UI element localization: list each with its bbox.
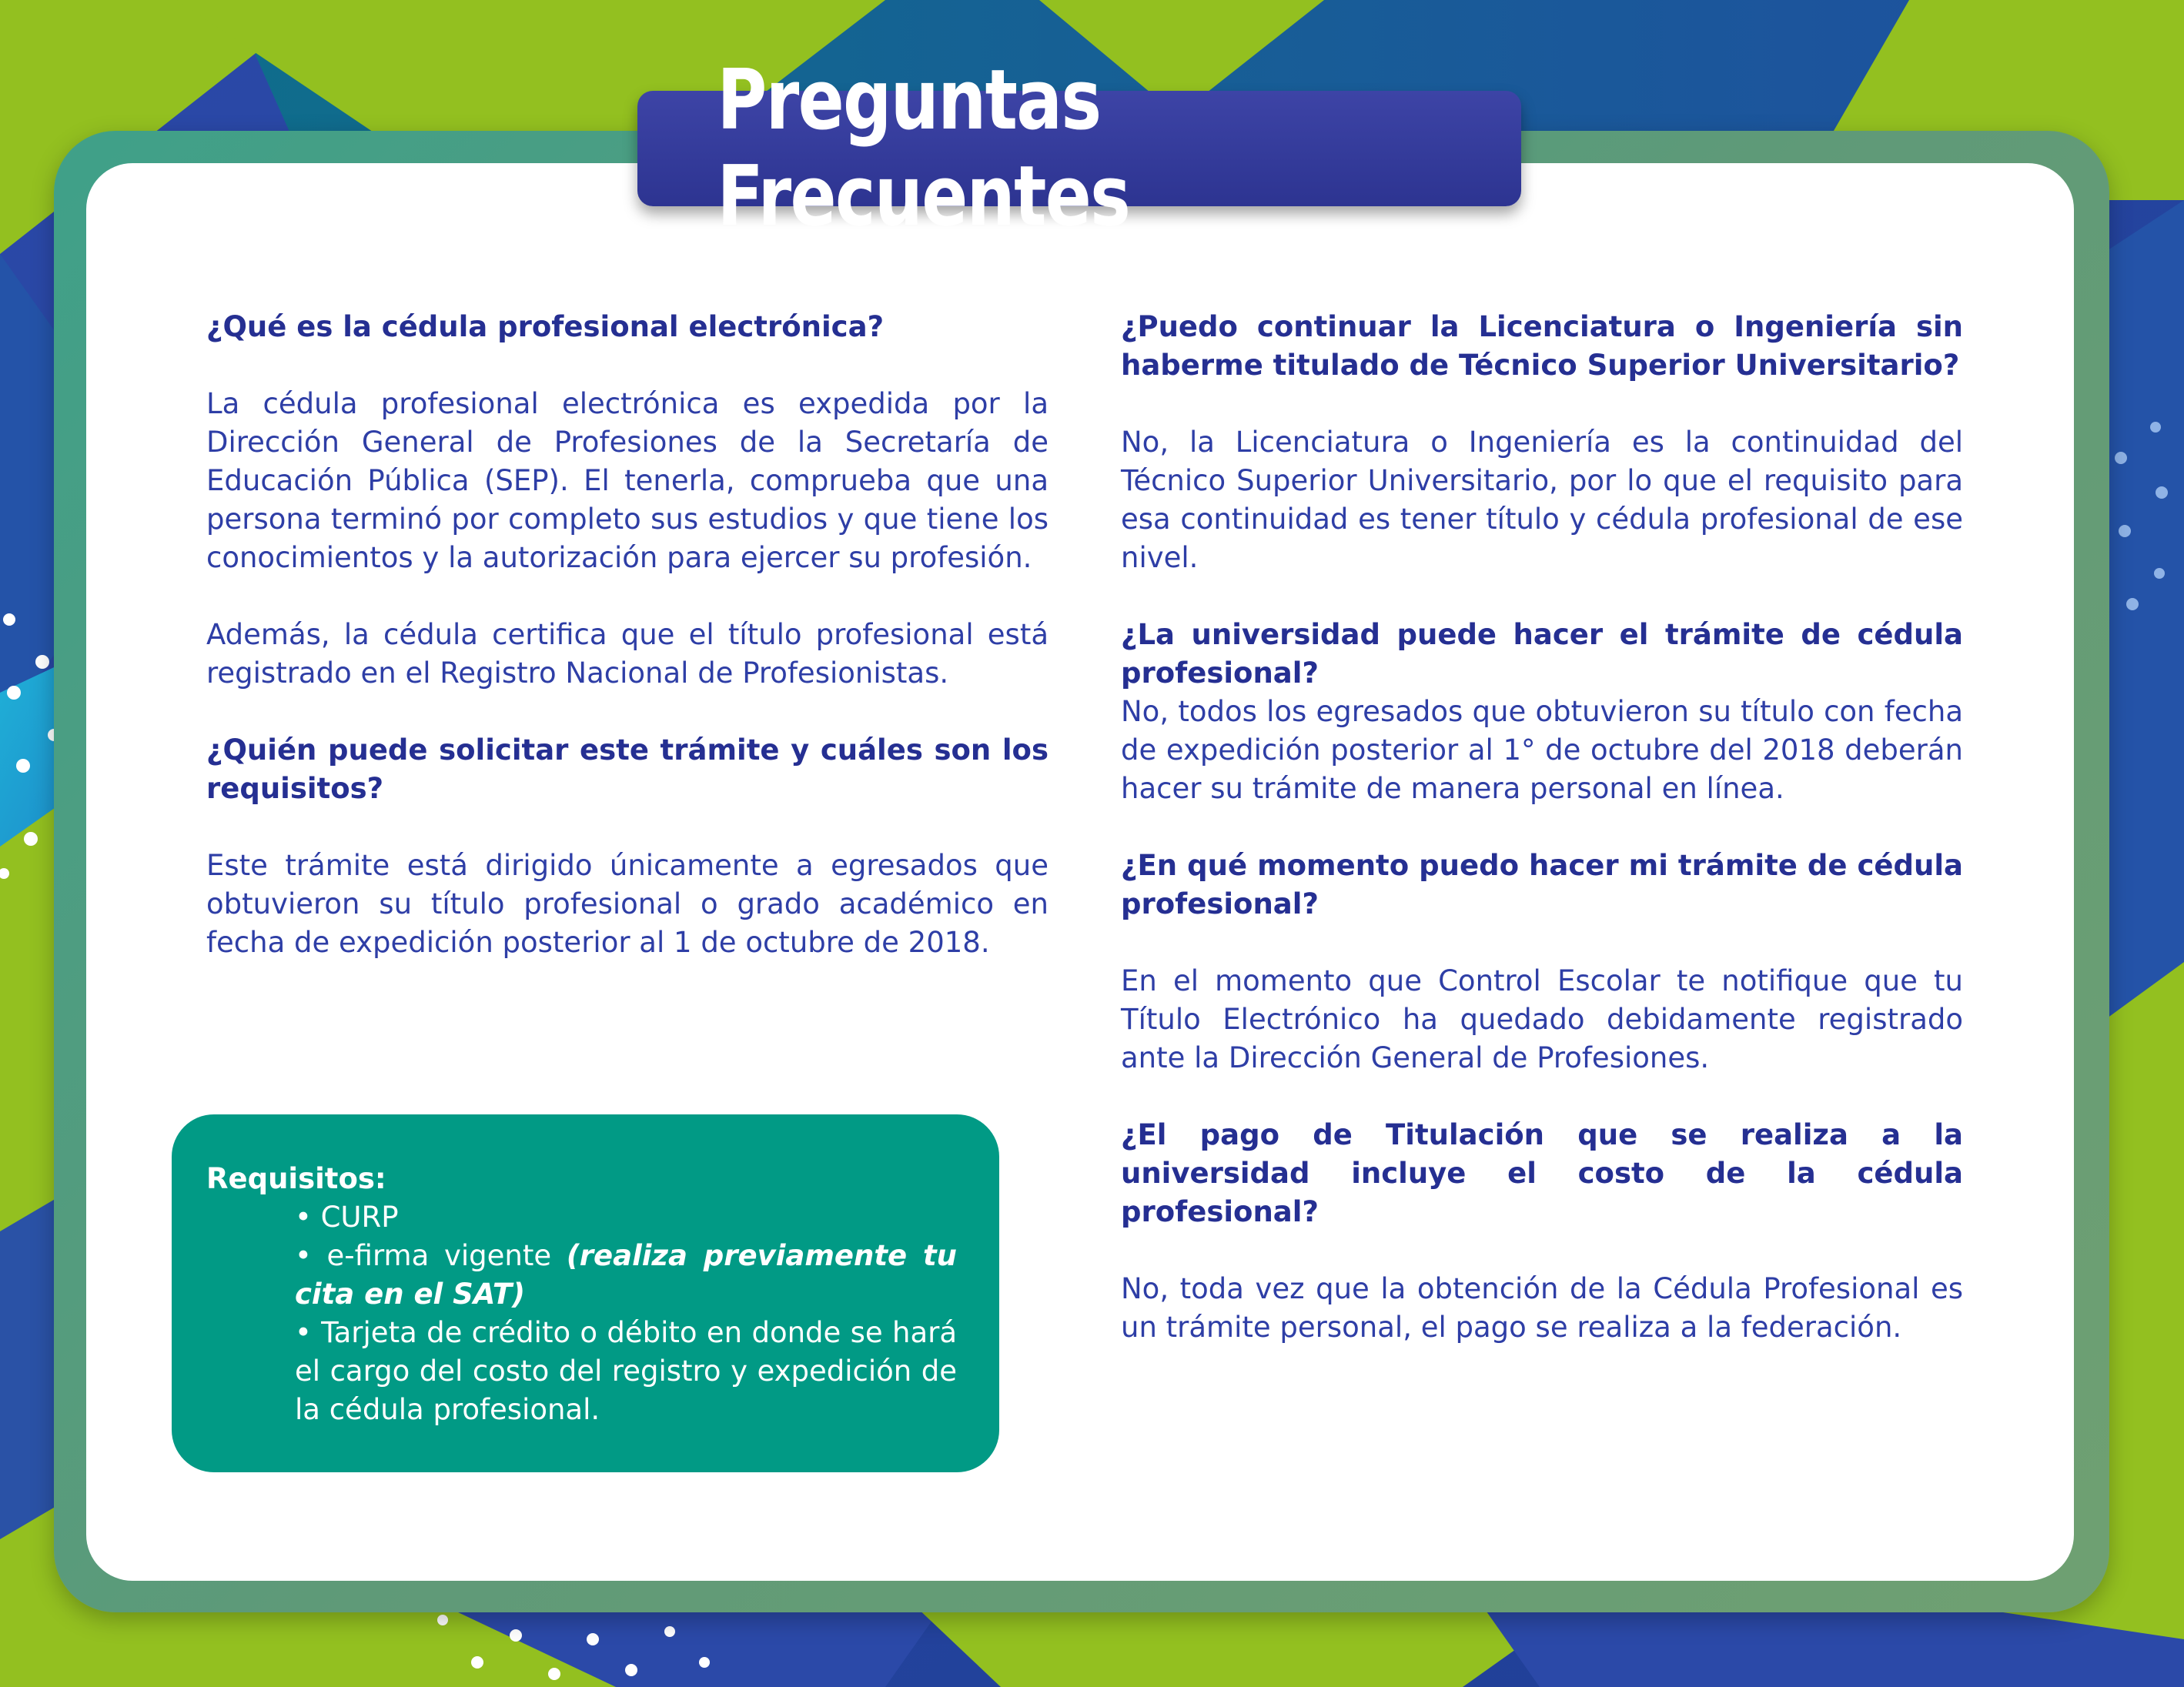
faq-question: ¿En qué momento puedo hacer mi trámite de cédula profesional? bbox=[1121, 849, 1963, 920]
faq-question: ¿Puedo continuar la Licenciatura o Ingeniería sin haberme titulado de Técnico Superior Universitario? bbox=[1121, 310, 1963, 382]
faq-question: ¿Quién puede solicitar este trámite y cuáles son los requisitos? bbox=[206, 733, 1049, 805]
faq-answer: En el momento que Control Escolar te notifique que tu Título Electrónico ha quedado debidamente registrado ante la Dirección General de Profesiones. bbox=[1121, 964, 1963, 1074]
page-title: Preguntas Frecuentes bbox=[717, 52, 1130, 245]
faq-answer: Este trámite está dirigido únicamente a egresados que obtuvieron su título profesional o grado académico en fecha de expedición posterior al 1 de octubre de 2018. bbox=[206, 849, 1049, 959]
faq-answer: No, toda vez que la obtención de la Cédula Profesional es un trámite personal, el pago se realiza a la federación. bbox=[1121, 1272, 1963, 1344]
requirement-item-emphasis: (realiza previamente tu cita en el SAT) bbox=[295, 1239, 958, 1311]
faq-left-column bbox=[206, 308, 1049, 962]
faq-answer: No, la Licenciatura o Ingeniería es la continuidad del Técnico Superior Universitario, por lo que el requisito para esa continuidad es tener título y cédula profesional de ese nivel. bbox=[1121, 426, 1963, 574]
requirements-list bbox=[206, 1198, 957, 1429]
requirements-title: Requisitos: bbox=[206, 1162, 386, 1195]
requirement-item bbox=[295, 1237, 957, 1314]
faq-answer: La cédula profesional electrónica es expedida por la Dirección General de Profesiones de la Secretaría de Educación Pública (SEP). El tenerla, comprueba que una persona terminó por completo sus estudios y que tiene los conocimientos y la autorización para ejercer su profesión. bbox=[206, 387, 1049, 574]
faq-question: ¿El pago de Titulación que se realiza a la universidad incluye el costo de la cédula profesional? bbox=[1121, 1118, 1963, 1228]
requirement-item: • CURP bbox=[295, 1201, 399, 1234]
requirements-box bbox=[172, 1114, 999, 1472]
faq-right-column bbox=[1121, 308, 1963, 1347]
requirement-item: • Tarjeta de crédito o débito en donde se hará el cargo del costo del registro y expedición de la cédula profesional. bbox=[295, 1316, 957, 1426]
faq-answer: No, todos los egresados que obtuvieron su título con fecha de expedición posterior al 1° de octubre del 2018 deberán hacer su trámite de manera personal en línea. bbox=[1121, 695, 1963, 805]
title-banner bbox=[637, 52, 1521, 245]
faq-answer: Además, la cédula certifica que el título profesional está registrado en el Registro Nacional de Profesionistas. bbox=[206, 618, 1049, 690]
faq-question: ¿La universidad puede hacer el trámite de cédula profesional? bbox=[1121, 618, 1963, 690]
requirement-item-text: • e-firma vigente bbox=[295, 1239, 567, 1272]
faq-question: ¿Qué es la cédula profesional electrónica? bbox=[206, 310, 885, 343]
